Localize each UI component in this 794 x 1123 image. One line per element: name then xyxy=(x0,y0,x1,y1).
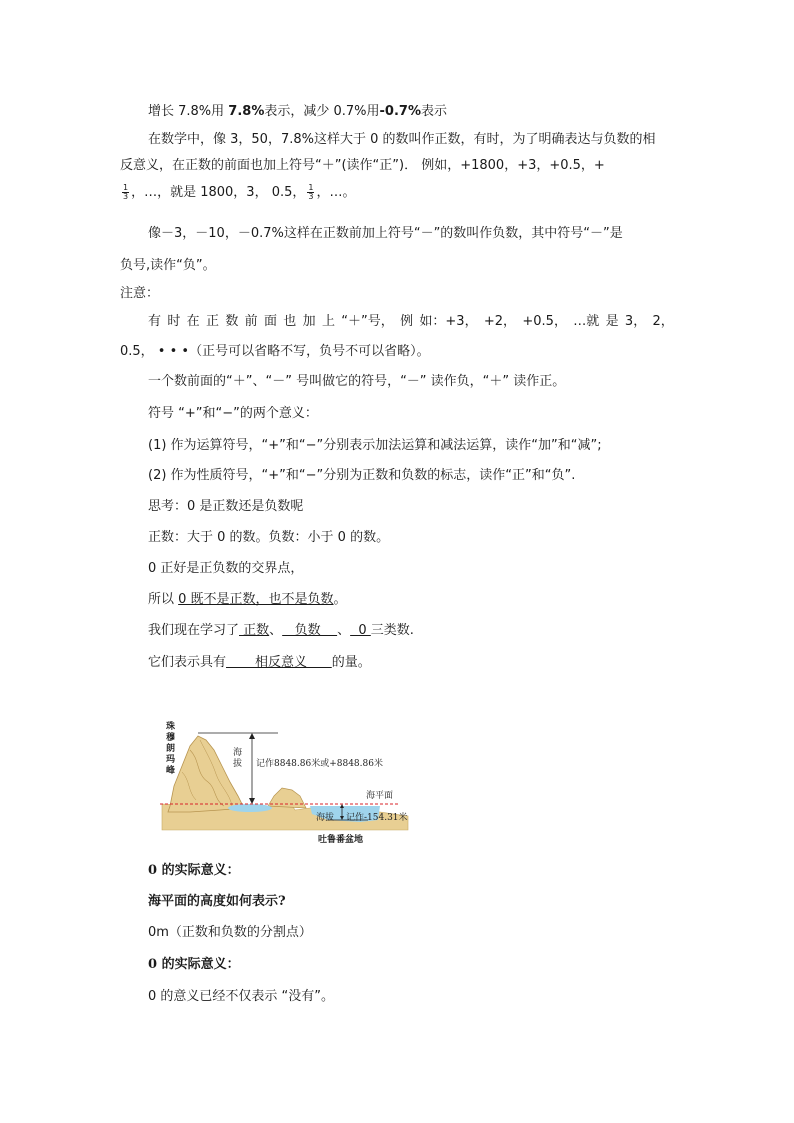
positive-def-line3: $\frac{1}{3}$ ，…，就是 1800，3， 0.5， $\frac{1}{3}$ ，…。 xyxy=(123,183,356,201)
sea-level-answer: 0m（正数和负数的分割点） xyxy=(148,925,312,940)
altitude-figure xyxy=(160,716,410,846)
learned-line: 我们现在学习了 正数、 负数 、 0 三类数. xyxy=(148,623,414,638)
note-label: 注意： xyxy=(120,286,160,301)
altitude-illustration xyxy=(160,716,410,846)
zero-meaning-title-2: 0 的实际意义： xyxy=(148,957,240,972)
negative-def-line2: 负号,读作“负”。 xyxy=(120,258,216,273)
growth-line: 增长 7.8%用 7.8%表示，减少 0.7%用-0.7%表示 xyxy=(148,104,447,119)
definitions: 正数：大于 0 的数。负数：小于 0 的数。 xyxy=(148,530,390,545)
sign-meaning-heading: 符号 “+”和“−”的两个意义： xyxy=(148,406,318,421)
sea-level-question: 海平面的高度如何表示? xyxy=(148,894,286,909)
sea-level-label: 海平面 xyxy=(366,791,394,801)
record-high-label: 记作8848.86米或+8848.86米 xyxy=(256,759,383,769)
record-low-label: 记作-154.31米 xyxy=(346,813,408,823)
meaning-operation: (1) 作为运算符号，“+”和“−”分别表示加法运算和减法运算，读作“加”和“减”; xyxy=(148,438,602,453)
positive-def-line2: 反意义，在正数的前面也加上符号“＋”(读作“正”)． 例如，+1800，+3，+0.5，+ xyxy=(120,158,605,173)
fraction-one-third: $\frac{1}{3}$ xyxy=(308,183,314,201)
boundary-line: 0 正好是正负数的交界点， xyxy=(148,561,304,576)
sign-line: 一个数前面的“＋”、“－” 号叫做它的符号，“－” 读作负，“＋” 读作正。 xyxy=(148,374,566,389)
note-line1: 有 时 在 正 数 前 面 也 加 上 “＋”号， 例 如：+3， +2， +0.5， …就 是 3， 2， xyxy=(148,314,674,329)
opposite-line: 它们表示具有 相反意义 的量。 xyxy=(148,655,371,670)
conclusion-line: 所以 0 既不是正数，也不是负数。 xyxy=(148,592,347,607)
fraction-one-third: $\frac{1}{3}$ xyxy=(123,183,129,201)
positive-def-line1: 在数学中，像 3，50，7.8%这样大于 0 的数叫作正数，有时，为了明确表达与负数的相 xyxy=(148,132,656,147)
zero-meaning-title: 0 的实际意义： xyxy=(148,863,240,878)
note-line2: 0.5， • • •（正号可以省略不写，负号不可以省略）。 xyxy=(120,344,430,359)
think-question: 思考：0 是正数还是负数呢 xyxy=(148,499,304,514)
meaning-property: (2) 作为性质符号，“+”和“−”分别为正数和负数的标志，读作“正”和“负”. xyxy=(148,468,576,483)
zero-meaning-text: 0 的意义已经不仅表示 “没有”。 xyxy=(148,989,335,1004)
basin-label: 吐鲁番盆地 xyxy=(318,835,364,845)
negative-def-line1: 像－3，－10，－0.7%这样在正数前加上符号“－”的数叫作负数，其中符号“－”是 xyxy=(148,226,623,241)
mountain-label: 珠 穆 朗 玛 峰 xyxy=(166,722,176,776)
altitude-label: 海 拔 xyxy=(233,748,243,769)
basin-altitude-label: 海拔 xyxy=(316,813,335,823)
